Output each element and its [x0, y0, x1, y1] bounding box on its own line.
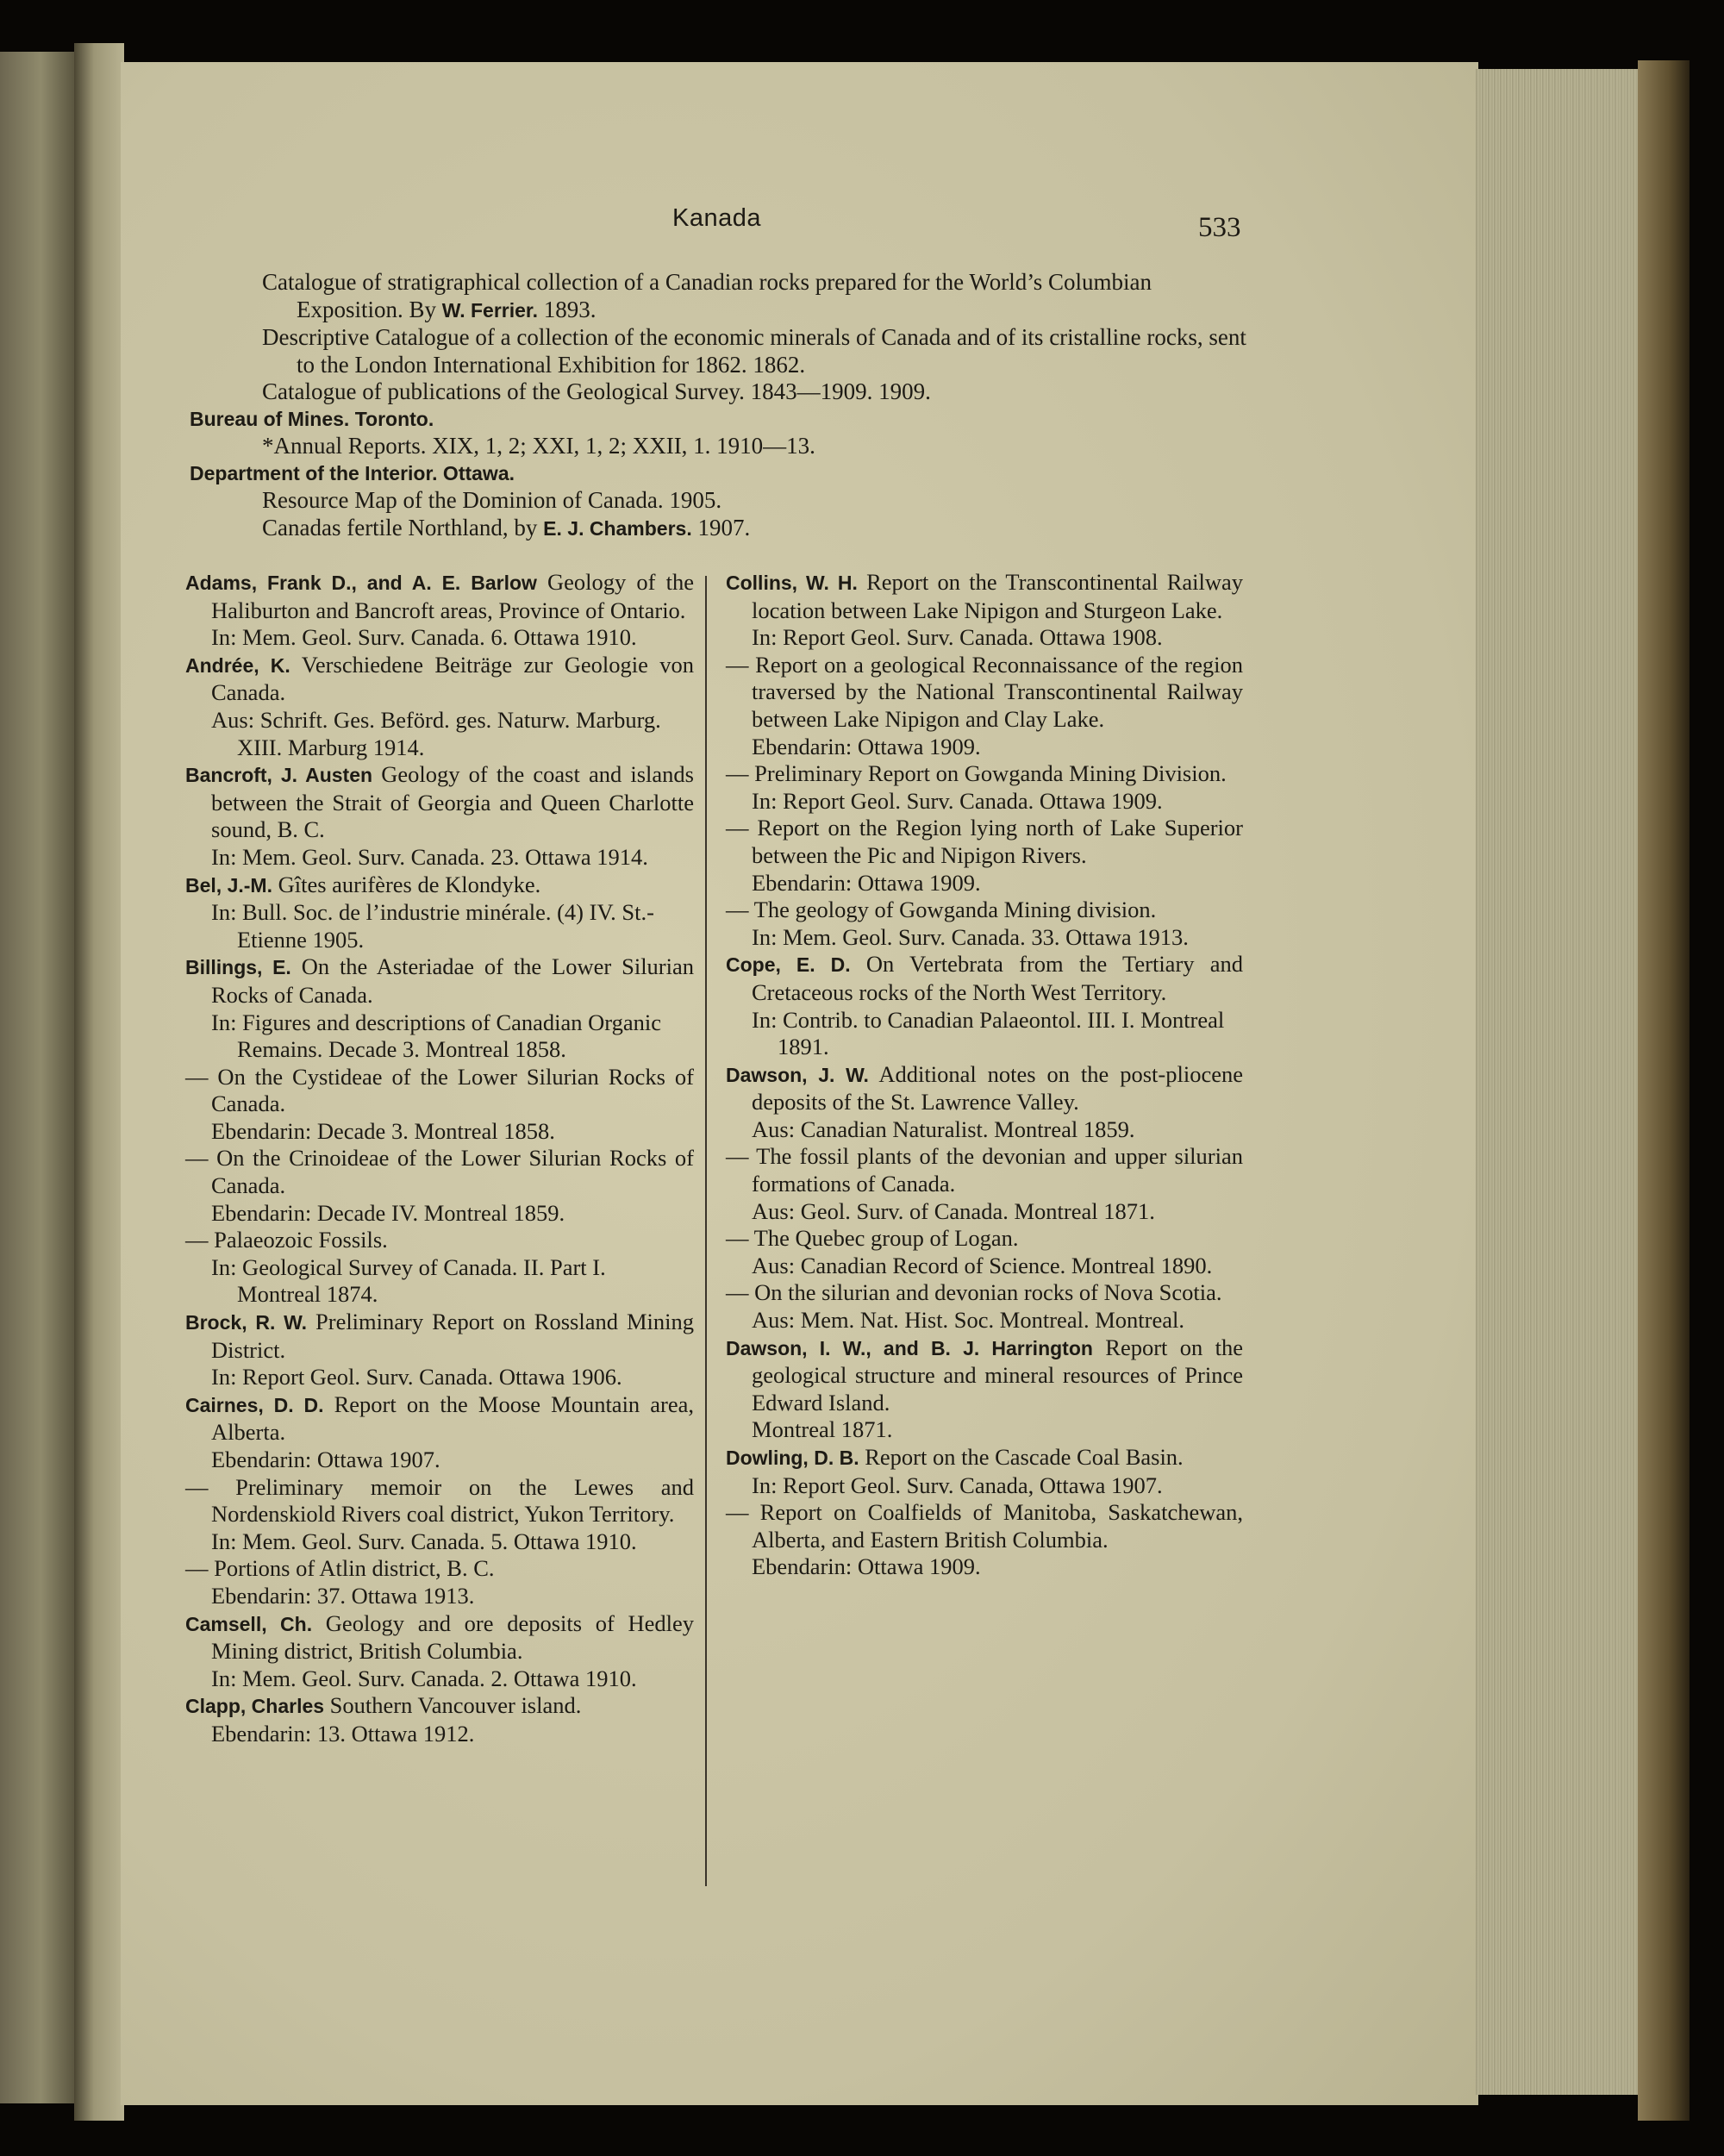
- bib-source: Ebendarin: Decade IV. Montreal 1859.: [211, 1199, 565, 1226]
- bib-entry: [185, 953, 694, 1009]
- book-gutter: [74, 43, 124, 2121]
- bib-source: Ebendarin: Ottawa 1909.: [752, 869, 981, 896]
- institutional-entries: [190, 269, 1250, 542]
- bib-source: In: Mem. Geol. Surv. Canada. 5. Ottawa 1910.: [211, 1528, 637, 1554]
- bib-source: Montreal 1871.: [752, 1416, 893, 1443]
- bib-entry: — Report on a geological Reconnaissance of the region traversed by the National Transcontinental Railway between Lake Nipigon and Clay Lake.: [726, 651, 1243, 732]
- bib-source: In: Mem. Geol. Surv. Canada. 2. Ottawa 1910.: [211, 1665, 637, 1691]
- entry-title: Report on the Cascade Coal Basin.: [865, 1444, 1184, 1470]
- institution-heading-2: Department of the Interior. Ottawa.: [190, 461, 515, 484]
- bib-source: In: Report Geol. Surv. Canada, Ottawa 1907.: [752, 1472, 1163, 1498]
- catalogue-entry-1: [190, 269, 1250, 324]
- bib-entry: [185, 1309, 694, 1364]
- bib-entry: — Preliminary memoir on the Lewes and Nordenskiold Rivers coal district, Yukon Territory.: [185, 1473, 694, 1528]
- entry-title: Geology of the coast and islands between the Strait of Georgia and Queen Charlotte sound, B. C.: [211, 761, 694, 843]
- bib-source: In: Geological Survey of Canada. II. Part I. Montreal 1874.: [211, 1253, 606, 1308]
- page-number: 533: [1198, 212, 1241, 243]
- entry-title: Additional notes on the post-pliocene deposits of the St. Lawrence Valley.: [752, 1060, 1243, 1115]
- entry-text: Catalogue of stratigraphical collection of a Canadian rocks prepared for the World’s Columbian Exposition.: [262, 269, 1152, 322]
- entry-title: On Vertebrata from the Tertiary and Cretaceous rocks of the North West Territory.: [752, 951, 1244, 1005]
- entry-title: Verschiedene Beiträge zur Geologie von Canada.: [211, 651, 695, 706]
- bib-entry: — Report on the Region lying north of Lake Superior between the Pic and Nipigon Rivers.: [726, 815, 1243, 868]
- bib-source: Aus: Geol. Surv. of Canada. Montreal 1871.: [752, 1197, 1155, 1224]
- bib-source: Ebendarin: Decade 3. Montreal 1858.: [211, 1117, 555, 1144]
- bib-source: In: Contrib. to Canadian Palaeontol. III. I. Montreal 1891.: [752, 1006, 1225, 1060]
- entry-author: W. Ferrier.: [441, 298, 538, 322]
- bib-entry: — On the Cystideae of the Lower Silurian Rocks of Canada.: [185, 1063, 694, 1117]
- catalogue-entry-3: Catalogue of publications of the Geological Survey. 1843—1909. 1909.: [262, 378, 931, 404]
- bib-entry: [726, 1444, 1243, 1472]
- bib-entry: — The Quebec group of Logan.: [726, 1225, 1019, 1252]
- entry-author: Bancroft, J. Austen: [185, 764, 373, 787]
- bib-source: Ebendarin: Ottawa 1909.: [752, 733, 981, 759]
- page-stack-edges: [1476, 69, 1657, 2095]
- entry-author: Camsell, Ch.: [185, 1612, 313, 1635]
- bib-source: Aus: Canadian Naturalist. Montreal 1859.: [752, 1115, 1135, 1142]
- entry-author: Bel, J.-M.: [185, 873, 272, 897]
- bib-entry: — Preliminary Report on Gowganda Mining Division.: [726, 760, 1227, 787]
- bib-entry: [185, 652, 694, 707]
- entry-title: Report on the Transcontinental Railway location between Lake Nipigon and Sturgeon Lake.: [752, 569, 1244, 623]
- entry-title: Geology and ore deposits of Hedley Mining district, British Columbia.: [211, 1609, 695, 1665]
- bib-entry: [185, 1692, 694, 1721]
- left-column: [185, 569, 694, 1748]
- bib-entry: [185, 1391, 694, 1447]
- right-column: [726, 569, 1243, 1581]
- catalogue-entry-4: *Annual Reports. XIX, 1, 2; XXI, 1, 2; XXII, 1. 1910—13.: [262, 433, 815, 459]
- left-page-edge: [0, 52, 74, 2103]
- bib-entry: [185, 872, 694, 900]
- bib-source: In: Report Geol. Surv. Canada. Ottawa 1906.: [211, 1364, 622, 1390]
- column-divider: [705, 576, 707, 1886]
- bib-entry: — The fossil plants of the devonian and upper silurian formations of Canada.: [726, 1143, 1243, 1197]
- bib-source: In: Mem. Geol. Surv. Canada. 33. Ottawa 1913.: [752, 923, 1189, 950]
- bib-source: Aus: Mem. Nat. Hist. Soc. Montreal. Montreal.: [752, 1307, 1184, 1334]
- bib-source: Ebendarin: 37. Ottawa 1913.: [211, 1582, 475, 1609]
- bib-entry: [726, 1334, 1243, 1417]
- entry-title: Southern Vancouver island.: [329, 1692, 582, 1719]
- bib-source: Ebendarin: Ottawa 1907.: [211, 1447, 440, 1472]
- catalogue-entry-6: [190, 515, 1250, 543]
- entry-author: Dowling, D. B.: [726, 1447, 859, 1469]
- entry-author: Andrée, K.: [185, 653, 290, 677]
- book-cover-edge: [1638, 60, 1690, 2121]
- entry-text: Canadas fertile Northland, by: [262, 514, 538, 541]
- catalogue-entry-2: Descriptive Catalogue of a collection of the economic minerals of Canada and of its cristalline rocks, sent to the London International Exhibition for 1862. 1862.: [262, 324, 1246, 378]
- running-header: Kanada: [672, 204, 761, 232]
- bib-entry: — The geology of Gowganda Mining division.: [726, 897, 1157, 923]
- bib-entry: — On the Crinoideae of the Lower Silurian Rocks of Canada.: [185, 1145, 694, 1199]
- entry-title: Report on the Moose Mountain area, Alberta.: [211, 1390, 695, 1446]
- bib-source: Aus: Schrift. Ges. Beförd. ges. Naturw. Marburg. XIII. Marburg 1914.: [211, 706, 661, 760]
- entry-author: Billings, E.: [185, 956, 291, 979]
- institution-heading-1: Bureau of Mines. Toronto.: [190, 407, 434, 430]
- bib-entry: [726, 951, 1243, 1006]
- bib-source: In: Bull. Soc. de l’industrie minérale. (4) IV. St.-Etienne 1905.: [211, 899, 654, 953]
- entry-author: E. J. Chambers.: [543, 516, 692, 540]
- entry-title: Gîtes aurifères de Klondyke.: [278, 871, 541, 897]
- bib-entry: [726, 569, 1243, 624]
- bib-source: Aus: Canadian Record of Science. Montreal 1890.: [752, 1252, 1213, 1278]
- entry-author: Cope, E. D.: [726, 953, 851, 977]
- bib-source: In: Report Geol. Surv. Canada. Ottawa 1908.: [752, 624, 1163, 651]
- entry-author: Clapp, Charles: [185, 1695, 325, 1718]
- entry-author: Dawson, J. W.: [726, 1063, 869, 1086]
- entry-year: 1907.: [697, 514, 751, 541]
- entry-year: 1893.: [543, 296, 597, 322]
- bib-entry: [185, 569, 694, 624]
- bib-source: Ebendarin: Ottawa 1909.: [752, 1553, 981, 1580]
- entry-author: Brock, R. W.: [185, 1311, 307, 1334]
- bib-entry: [726, 1061, 1243, 1116]
- bib-entry: — Report on Coalfields of Manitoba, Saskatchewan, Alberta, and Eastern British Columbia.: [726, 1499, 1243, 1553]
- catalogue-entry-5: Resource Map of the Dominion of Canada. 1905.: [262, 487, 722, 513]
- bib-entry: — On the silurian and devonian rocks of Nova Scotia.: [726, 1279, 1222, 1306]
- entry-author: Dawson, I. W., and B. J. Harrington: [726, 1336, 1093, 1359]
- entry-author: Adams, Frank D., and A. E. Barlow: [185, 572, 537, 594]
- entry-title: Preliminary Report on Rossland Mining District.: [211, 1309, 695, 1363]
- entry-text: By: [409, 296, 437, 322]
- bib-entry: [185, 1610, 694, 1665]
- entry-author: Cairnes, D. D.: [185, 1393, 324, 1416]
- entry-author: Collins, W. H.: [726, 572, 858, 594]
- bib-source: In: Mem. Geol. Surv. Canada. 6. Ottawa 1910.: [211, 624, 637, 651]
- bib-source: In: Report Geol. Surv. Canada. Ottawa 1909.: [752, 787, 1163, 814]
- entry-title: Geology of the Haliburton and Bancroft areas, Province of Ontario.: [211, 569, 694, 623]
- bib-entry: — Portions of Atlin district, B. C.: [185, 1555, 495, 1582]
- bib-source: Ebendarin: 13. Ottawa 1912.: [211, 1720, 475, 1747]
- entry-title: On the Asteriadae of the Lower Silurian Rocks of Canada.: [211, 953, 694, 1008]
- bib-entry: — Palaeozoic Fossils.: [185, 1227, 388, 1253]
- bib-source: In: Figures and descriptions of Canadian Organic Remains. Decade 3. Montreal 1858.: [211, 1009, 662, 1063]
- entry-title: Report on the geological structure and mineral resources of Prince Edward Island.: [752, 1334, 1243, 1415]
- bib-source: In: Mem. Geol. Surv. Canada. 23. Ottawa 1914.: [211, 843, 648, 870]
- bib-entry: [185, 761, 694, 844]
